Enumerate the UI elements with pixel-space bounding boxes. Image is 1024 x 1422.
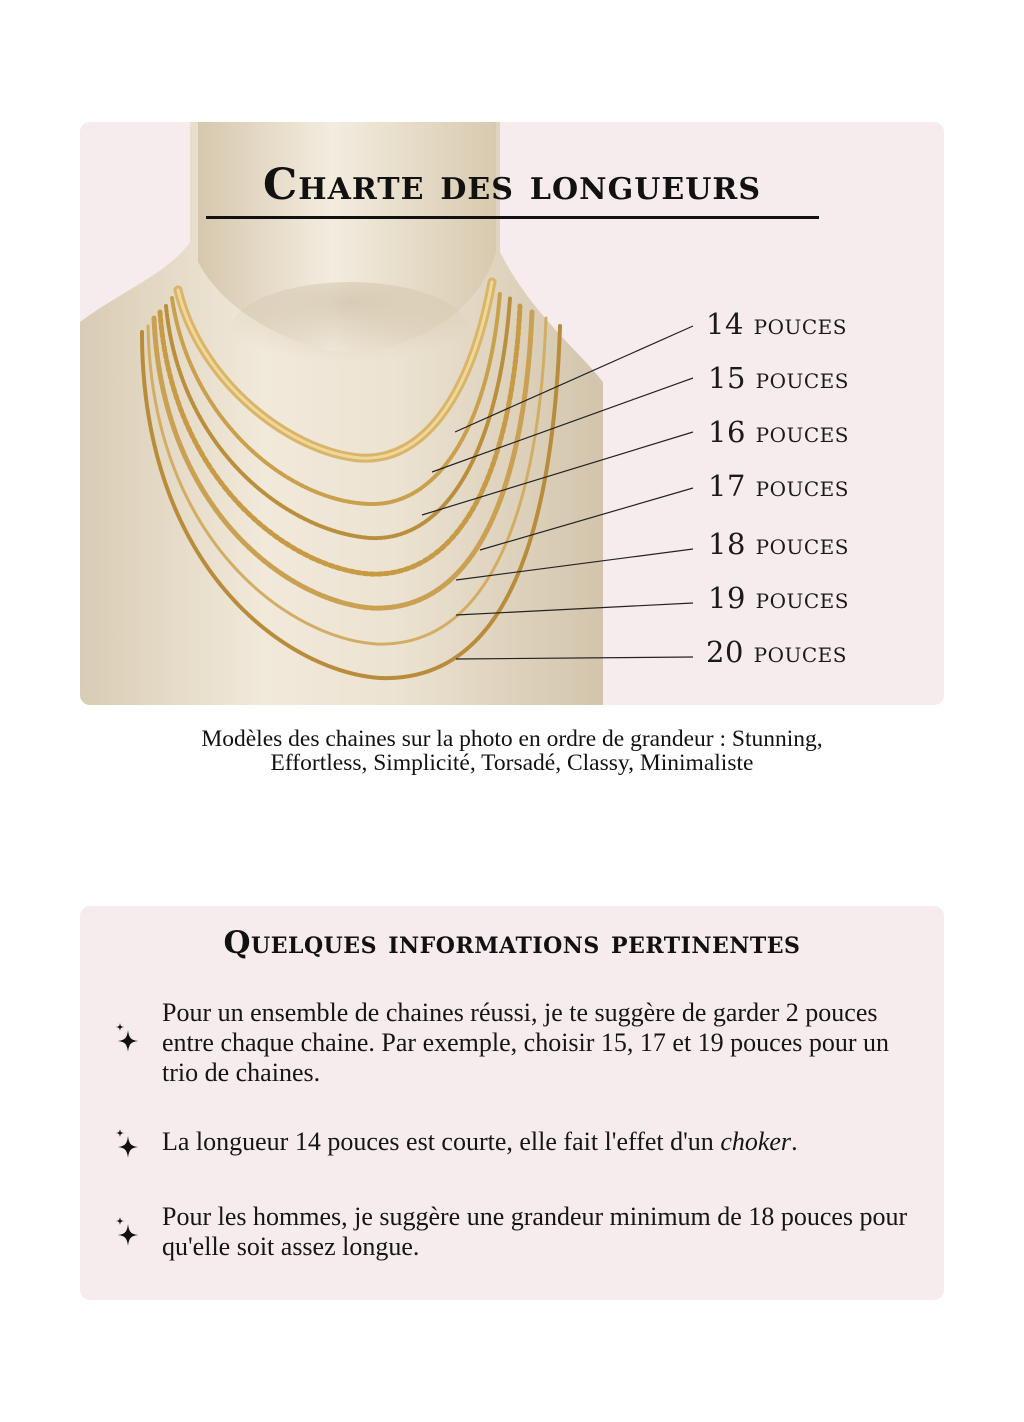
leader-line-16 [422,432,693,515]
length-label-19: 19 pouces [708,581,849,615]
leader-line-19 [456,603,693,615]
length-label-16: 16 pouces [708,415,849,449]
photo-caption [100,727,924,775]
length-label-15: 15 pouces [708,361,849,395]
tip-text-emphasis: choker [720,1127,792,1156]
length-chart-card [80,122,944,705]
length-label-17: 17 pouces [708,469,849,503]
length-label-14: 14 pouces [706,307,847,341]
title-underline [206,216,819,219]
leader-line-20 [456,657,693,659]
tip-text: Pour un ensemble de chaines réussi, je te suggère de garder 2 pouces entre chaque chaine. Par exemple, choisir 15, 17 et 19 pouces pour un trio de chaines. [162,998,890,1087]
sparkle-icon [114,1216,140,1248]
info-title: Quelques informations pertinentes [223,925,801,961]
tip-text [162,1127,922,1157]
length-label-20: 20 pouces [706,635,847,669]
leader-line-14 [455,326,693,432]
length-label-18: 18 pouces [708,527,849,561]
leader-line-18 [456,549,693,580]
sparkle-icon [114,1128,140,1160]
tip-text-after: . [791,1127,798,1156]
tip-text-before: La longueur 14 pouces est courte, elle fait l'effet d'un [162,1127,721,1156]
info-card [80,906,944,1300]
chart-title: Charte des longueurs [263,160,761,210]
leader-line-17 [480,488,693,550]
tip-text: Pour les hommes, je suggère une grandeur minimum de 18 pouces pour qu'elle soit assez longue. [162,1202,908,1261]
caption-line-1: Modèles des chaines sur la photo en ordre de grandeur : Stunning, [201,726,823,752]
sparkle-icon [114,1022,140,1054]
caption-line-2: Effortless, Simplicité, Torsadé, Classy, Minimaliste [270,750,754,776]
